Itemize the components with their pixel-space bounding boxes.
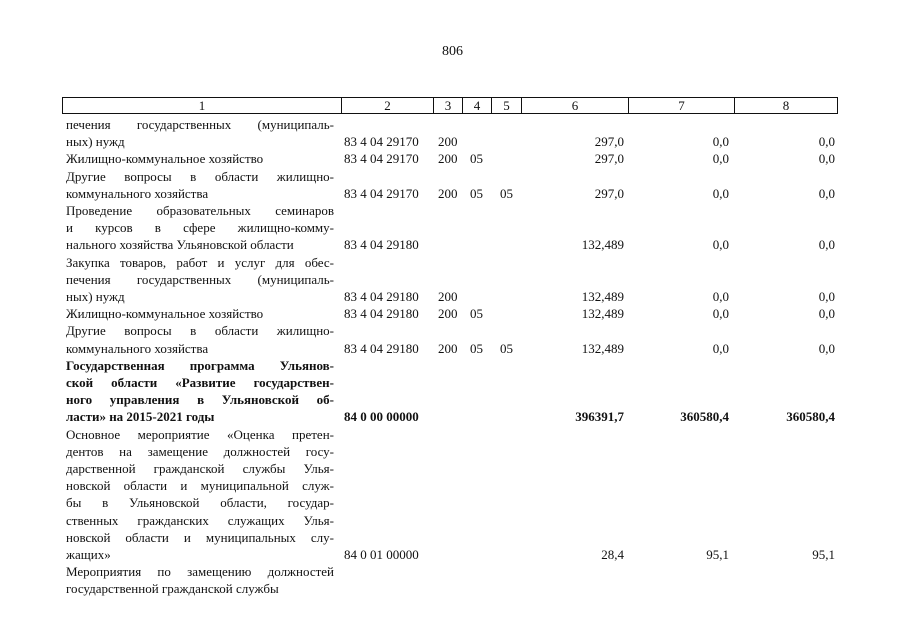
expense-type-code: 200: [438, 288, 458, 304]
amount-col-7: 360580,4: [680, 409, 729, 425]
row-description: [66, 150, 334, 167]
expense-type-code: 200: [438, 151, 458, 167]
amount-col-7: 0,0: [712, 237, 729, 253]
amount-col-6: 396391,7: [575, 409, 624, 425]
column-header-1: 1: [63, 98, 342, 114]
table-row: [0, 150, 905, 167]
column-header-3: 3: [434, 98, 463, 114]
amount-col-7: 0,0: [712, 340, 729, 356]
table-row: [0, 202, 905, 254]
description-line: ных) нужд: [66, 134, 125, 150]
description-line: нального хозяйства Ульяновской области: [66, 237, 294, 253]
row-description: [66, 116, 334, 150]
description-line: ного управления в Ульяновской об-: [66, 392, 334, 408]
section-code: 05: [470, 306, 483, 322]
section-code: 05: [470, 185, 483, 201]
description-line: Жилищно-коммунальное хозяйство: [66, 151, 264, 167]
column-header-6: 6: [522, 98, 629, 114]
expense-type-code: 200: [438, 340, 458, 356]
column-header-7: 7: [629, 98, 735, 114]
description-line: печения государственных (муниципаль-: [66, 271, 334, 287]
target-article-code: 83 4 04 29170: [344, 151, 419, 167]
column-header-table: [62, 97, 838, 114]
table-row: [0, 168, 905, 202]
amount-col-6: 297,0: [594, 151, 624, 167]
description-line: ственных гражданских служащих Улья-: [66, 512, 334, 528]
amount-col-8: 0,0: [818, 237, 835, 253]
description-line: дарственной гражданской службы Улья-: [66, 461, 334, 476]
description-line: Государственная программа Ульянов-: [66, 357, 334, 373]
description-line: бы в Ульяновской области, государ-: [66, 495, 334, 511]
target-article-code: 83 4 04 29180: [344, 340, 419, 356]
column-header-2: 2: [342, 98, 434, 114]
target-article-code: 83 4 04 29170: [344, 134, 419, 150]
description-line: Основное мероприятие «Оценка претен-: [66, 426, 334, 442]
amount-col-7: 0,0: [712, 185, 729, 201]
description-line: ных) нужд: [66, 289, 125, 304]
amount-col-8: 0,0: [818, 134, 835, 150]
amount-col-8: 0,0: [818, 306, 835, 322]
amount-col-7: 95,1: [706, 546, 729, 562]
description-line: дентов на замещение должностей госу-: [66, 443, 334, 459]
amount-col-7: 0,0: [712, 151, 729, 167]
amount-col-7: 0,0: [712, 306, 729, 322]
description-line: Другие вопросы в области жилищно-: [66, 168, 334, 184]
column-header-8: 8: [735, 98, 838, 114]
description-line: государственной гражданской службы: [66, 581, 279, 597]
section-code: 05: [470, 151, 483, 167]
amount-col-8: 0,0: [818, 340, 835, 356]
target-article-code: 83 4 04 29180: [344, 288, 419, 304]
expense-type-code: 200: [438, 134, 458, 150]
description-line: ской области «Развитие государствен-: [66, 375, 334, 390]
amount-col-6: 132,489: [581, 288, 624, 304]
table-row: [0, 322, 905, 356]
target-article-code: 83 4 04 29180: [344, 237, 419, 253]
table-row: [0, 563, 905, 597]
target-article-code: 84 0 00 00000: [344, 409, 419, 425]
row-description: [66, 254, 334, 306]
row-description: [66, 322, 334, 356]
amount-col-8: 0,0: [818, 185, 835, 201]
amount-col-6: 132,489: [581, 237, 624, 253]
expense-type-code: 200: [438, 185, 458, 201]
column-header-5: 5: [492, 98, 522, 114]
description-line: коммунального хозяйства: [66, 185, 209, 201]
description-line: ласти» на 2015-2021 годы: [66, 409, 215, 425]
description-line: и курсов в сфере жилищно-комму-: [66, 220, 334, 236]
amount-col-7: 0,0: [712, 288, 729, 304]
amount-col-8: 95,1: [812, 546, 835, 562]
amount-col-6: 28,4: [601, 546, 624, 562]
subsection-code: 05: [500, 340, 513, 356]
target-article-code: 83 4 04 29180: [344, 306, 419, 322]
description-line: Закупка товаров, работ и услуг для обес-: [66, 254, 334, 270]
target-article-code: 84 0 01 00000: [344, 546, 419, 562]
amount-col-6: 132,489: [581, 306, 624, 322]
description-line: Мероприятия по замещению должностей: [66, 564, 334, 580]
table-row: [0, 254, 905, 306]
table-row: [0, 305, 905, 322]
description-line: новской области и муниципальной служ-: [66, 478, 334, 494]
table-row: [0, 426, 905, 564]
description-line: Жилищно-коммунальное хозяйство: [66, 306, 264, 322]
amount-col-6: 297,0: [594, 134, 624, 150]
description-line: Проведение образовательных семинаров: [66, 203, 334, 218]
target-article-code: 83 4 04 29170: [344, 185, 419, 201]
table-row: [0, 357, 905, 426]
row-description: [66, 202, 334, 254]
section-code: 05: [470, 340, 483, 356]
amount-col-7: 0,0: [712, 134, 729, 150]
table-row: [0, 116, 905, 150]
column-header-4: 4: [463, 98, 492, 114]
amount-col-6: 132,489: [581, 340, 624, 356]
page-number: 806: [442, 44, 463, 59]
subsection-code: 05: [500, 185, 513, 201]
description-line: коммунального хозяйства: [66, 340, 209, 356]
amount-col-8: 0,0: [818, 288, 835, 304]
column-header-row: [63, 98, 838, 114]
row-description: [66, 357, 334, 426]
description-line: Другие вопросы в области жилищно-: [66, 323, 334, 339]
description-line: жащих»: [66, 547, 111, 563]
row-description: [66, 168, 334, 202]
description-line: новской области и муниципальных слу-: [66, 529, 334, 545]
description-line: печения государственных (муниципаль-: [66, 117, 334, 132]
row-description: [66, 426, 334, 564]
row-description: [66, 305, 334, 322]
amount-col-8: 360580,4: [786, 409, 835, 425]
amount-col-6: 297,0: [594, 185, 624, 201]
expense-type-code: 200: [438, 306, 458, 322]
row-description: [66, 563, 334, 597]
amount-col-8: 0,0: [818, 151, 835, 167]
